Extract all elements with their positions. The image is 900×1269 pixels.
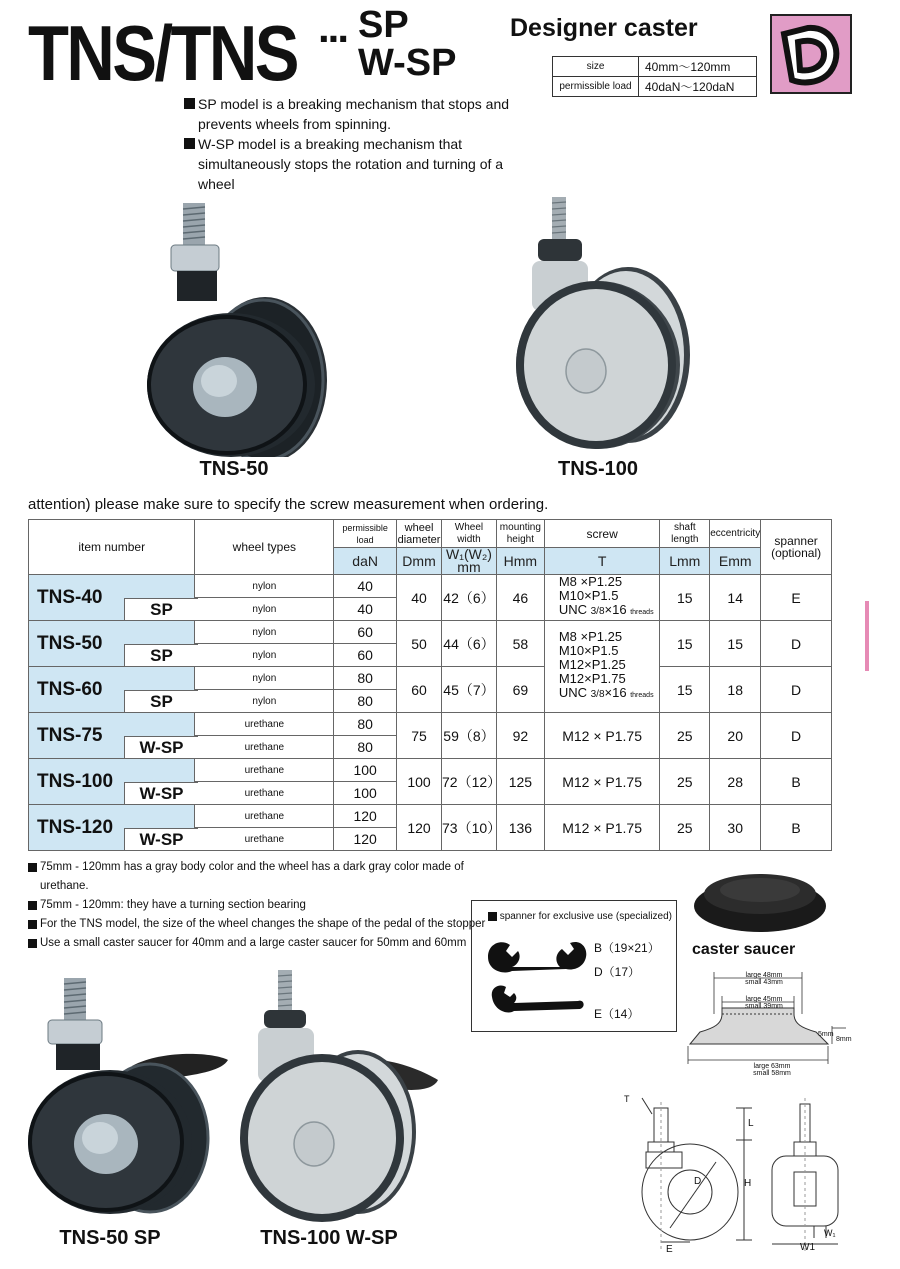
spanner-box-title: spanner for exclusive use (specialized) bbox=[488, 911, 672, 922]
unit-width: W₁(W₂) mm bbox=[442, 548, 497, 575]
col-header-diameter: wheel diameter bbox=[397, 521, 441, 546]
spec-table bbox=[552, 56, 757, 97]
table-row: nylon 80 bbox=[29, 690, 832, 713]
caster-saucer-photo bbox=[690, 866, 830, 938]
col-header-screw: screw bbox=[544, 520, 660, 548]
square-bullet-icon bbox=[28, 863, 37, 872]
title-wsp: W-SP bbox=[358, 42, 457, 84]
note-item: For the TNS model, the size of the wheel changes the shape of the pedal of the stopper bbox=[28, 915, 488, 934]
item-number-cell: TNS-60 SP bbox=[29, 667, 195, 713]
table-row: urethane 100 bbox=[29, 782, 832, 805]
spec-label: permissible load bbox=[553, 77, 639, 97]
item-number-cell: TNS-75 W-SP bbox=[29, 713, 195, 759]
photo-caption-tns-100: TNS-100 bbox=[557, 458, 639, 480]
tns-50-caster-photo bbox=[145, 195, 345, 457]
saucer-dim-inner: large 45mm small 39mm bbox=[745, 996, 783, 1010]
unit-shaft: Lmm bbox=[660, 548, 710, 575]
intro-bullets bbox=[184, 94, 524, 194]
table-row: urethane 120 bbox=[29, 828, 832, 851]
saucer-dim-base: large 63mm small 58mm bbox=[753, 1063, 791, 1077]
spanner-b-label: B（19×21） bbox=[594, 941, 660, 955]
page-edge-marker bbox=[865, 601, 869, 671]
intro-bullet: SP model is a breaking mechanism that stops and prevents wheels from spinning. bbox=[184, 94, 524, 134]
square-bullet-icon bbox=[28, 920, 37, 929]
square-bullet-icon bbox=[184, 98, 195, 109]
unit-height: Hmm bbox=[496, 548, 544, 575]
intro-bullet: W-SP model is a breaking mechanism that simultaneously stops the rotation and turning of a wheel bbox=[184, 134, 524, 194]
note-item: 75mm - 120mm has a gray body color and the wheel has a dark gray color made of urethane. bbox=[28, 858, 488, 896]
dim-label-t: T bbox=[624, 1094, 630, 1104]
col-header-load: permissible load bbox=[334, 520, 397, 548]
spanner-box bbox=[471, 900, 677, 1032]
item-number-cell: TNS-50 SP bbox=[29, 621, 195, 667]
unit-load: daN bbox=[334, 548, 397, 575]
dim-label-e: E bbox=[666, 1244, 673, 1255]
dim-label-l: L bbox=[748, 1118, 754, 1129]
spec-value: 40mm～120mm bbox=[639, 57, 757, 77]
tns-100-wsp-caster-photo bbox=[238, 968, 448, 1224]
attention-note: attention) please make sure to specify the screw measurement when ordering. bbox=[28, 496, 549, 513]
screw-cell: M8 ×P1.25 M10×P1.5 UNC 3/8×16 threads bbox=[544, 575, 660, 621]
photo-caption-tns-100-wsp: TNS-100 W-SP bbox=[260, 1227, 398, 1249]
unit-diameter: Dmm bbox=[397, 548, 442, 575]
brand-logo bbox=[770, 14, 852, 94]
caster-saucer-caption: caster saucer bbox=[692, 941, 796, 958]
table-row: TNS-75 W-SP urethane 80 75 59（8） 92 M12 × P1.75 25 20 D bbox=[29, 713, 832, 736]
col-header-eccentricity: eccentricity bbox=[710, 520, 761, 548]
note-item: Use a small caster saucer for 40mm and a large caster saucer for 50mm and 60mm bbox=[28, 934, 488, 953]
table-row: urethane 80 bbox=[29, 736, 832, 759]
col-header-height: mounting height bbox=[496, 520, 544, 548]
dim-label-d: D bbox=[694, 1176, 702, 1187]
spec-row-load bbox=[553, 77, 757, 97]
unit-screw: T bbox=[544, 548, 660, 575]
table-row: TNS-40 SP nylon 40 40 42（6） 46 M8 ×P1.25 M10×P1.5 UNC 3/8×16 threads 15 14 E bbox=[29, 575, 832, 598]
spanner-icon bbox=[484, 935, 594, 1025]
col-header-wheel-types: wheel types bbox=[195, 520, 334, 575]
spec-main-table bbox=[28, 519, 832, 851]
spanner-e-label: E（14） bbox=[594, 1007, 640, 1021]
note-item: 75mm - 120mm: they have a turning section bearing bbox=[28, 896, 488, 915]
title-sp: SP bbox=[358, 4, 409, 46]
spec-value: 40daN～120daN bbox=[639, 77, 757, 97]
spanner-d-label: D（17） bbox=[594, 965, 641, 979]
table-row: TNS-50 SP nylon 60 50 44（6） 58 M8 ×P1.25 M10×P1.5 M12×P1.25 M12×P1.75 UNC 3/8×16 threads 15 15 D bbox=[29, 621, 832, 644]
col-header-item: item number bbox=[29, 520, 195, 575]
designer-caster-heading: Designer caster bbox=[510, 14, 698, 42]
photo-caption-tns-50: TNS-50 bbox=[199, 458, 269, 480]
title-dots: ... bbox=[318, 4, 348, 51]
col-header-spanner: spanner (optional) bbox=[761, 520, 832, 575]
d-letter-icon bbox=[772, 16, 850, 92]
square-bullet-icon bbox=[28, 901, 37, 910]
tns-50-sp-caster-photo bbox=[22, 970, 232, 1220]
table-row: TNS-60 SP nylon 80 60 45（7） 69 15 18 D bbox=[29, 667, 832, 690]
item-number-cell: TNS-100 W-SP bbox=[29, 759, 195, 805]
table-row: nylon 40 bbox=[29, 598, 832, 621]
table-row: TNS-120 W-SP urethane 120 120 73（10） 136 M12 × P1.75 25 30 B bbox=[29, 805, 832, 828]
dim-label-w1: W1 bbox=[800, 1242, 815, 1253]
dim-label-w1-small: W₁ bbox=[824, 1228, 836, 1238]
dim-label-h: H bbox=[744, 1178, 752, 1189]
col-header-width: Wheel width bbox=[442, 520, 497, 548]
spec-row-size bbox=[553, 57, 757, 77]
tns-100-caster-photo bbox=[508, 195, 708, 457]
item-number-cell: TNS-40 SP bbox=[29, 575, 195, 621]
square-bullet-icon bbox=[488, 912, 497, 921]
page-title: TNS/TNS bbox=[28, 9, 297, 97]
saucer-dim-5mm: 5mm bbox=[818, 1031, 834, 1038]
table-header-row bbox=[29, 520, 832, 548]
saucer-dim-8mm: 8mm bbox=[836, 1036, 852, 1043]
notes-list bbox=[28, 858, 488, 953]
spec-label: size bbox=[553, 57, 639, 77]
screw-cell: M8 ×P1.25 M10×P1.5 M12×P1.25 M12×P1.75 UNC 3/8×16 threads bbox=[544, 621, 660, 713]
photo-caption-tns-50-sp: TNS-50 SP bbox=[59, 1227, 161, 1249]
table-row: nylon 60 bbox=[29, 644, 832, 667]
table-row: TNS-100 W-SP urethane 100 100 72（12） 125 M12 × P1.75 25 28 B bbox=[29, 759, 832, 782]
item-number-cell: TNS-120 W-SP bbox=[29, 805, 195, 851]
square-bullet-icon bbox=[184, 138, 195, 149]
unit-eccentricity: Emm bbox=[710, 548, 761, 575]
saucer-dim-outer: large 48mm small 43mm bbox=[745, 972, 783, 986]
caster-dimension-diagram bbox=[614, 1092, 854, 1262]
col-header-shaft: shaft length bbox=[660, 520, 710, 548]
square-bullet-icon bbox=[28, 939, 37, 948]
